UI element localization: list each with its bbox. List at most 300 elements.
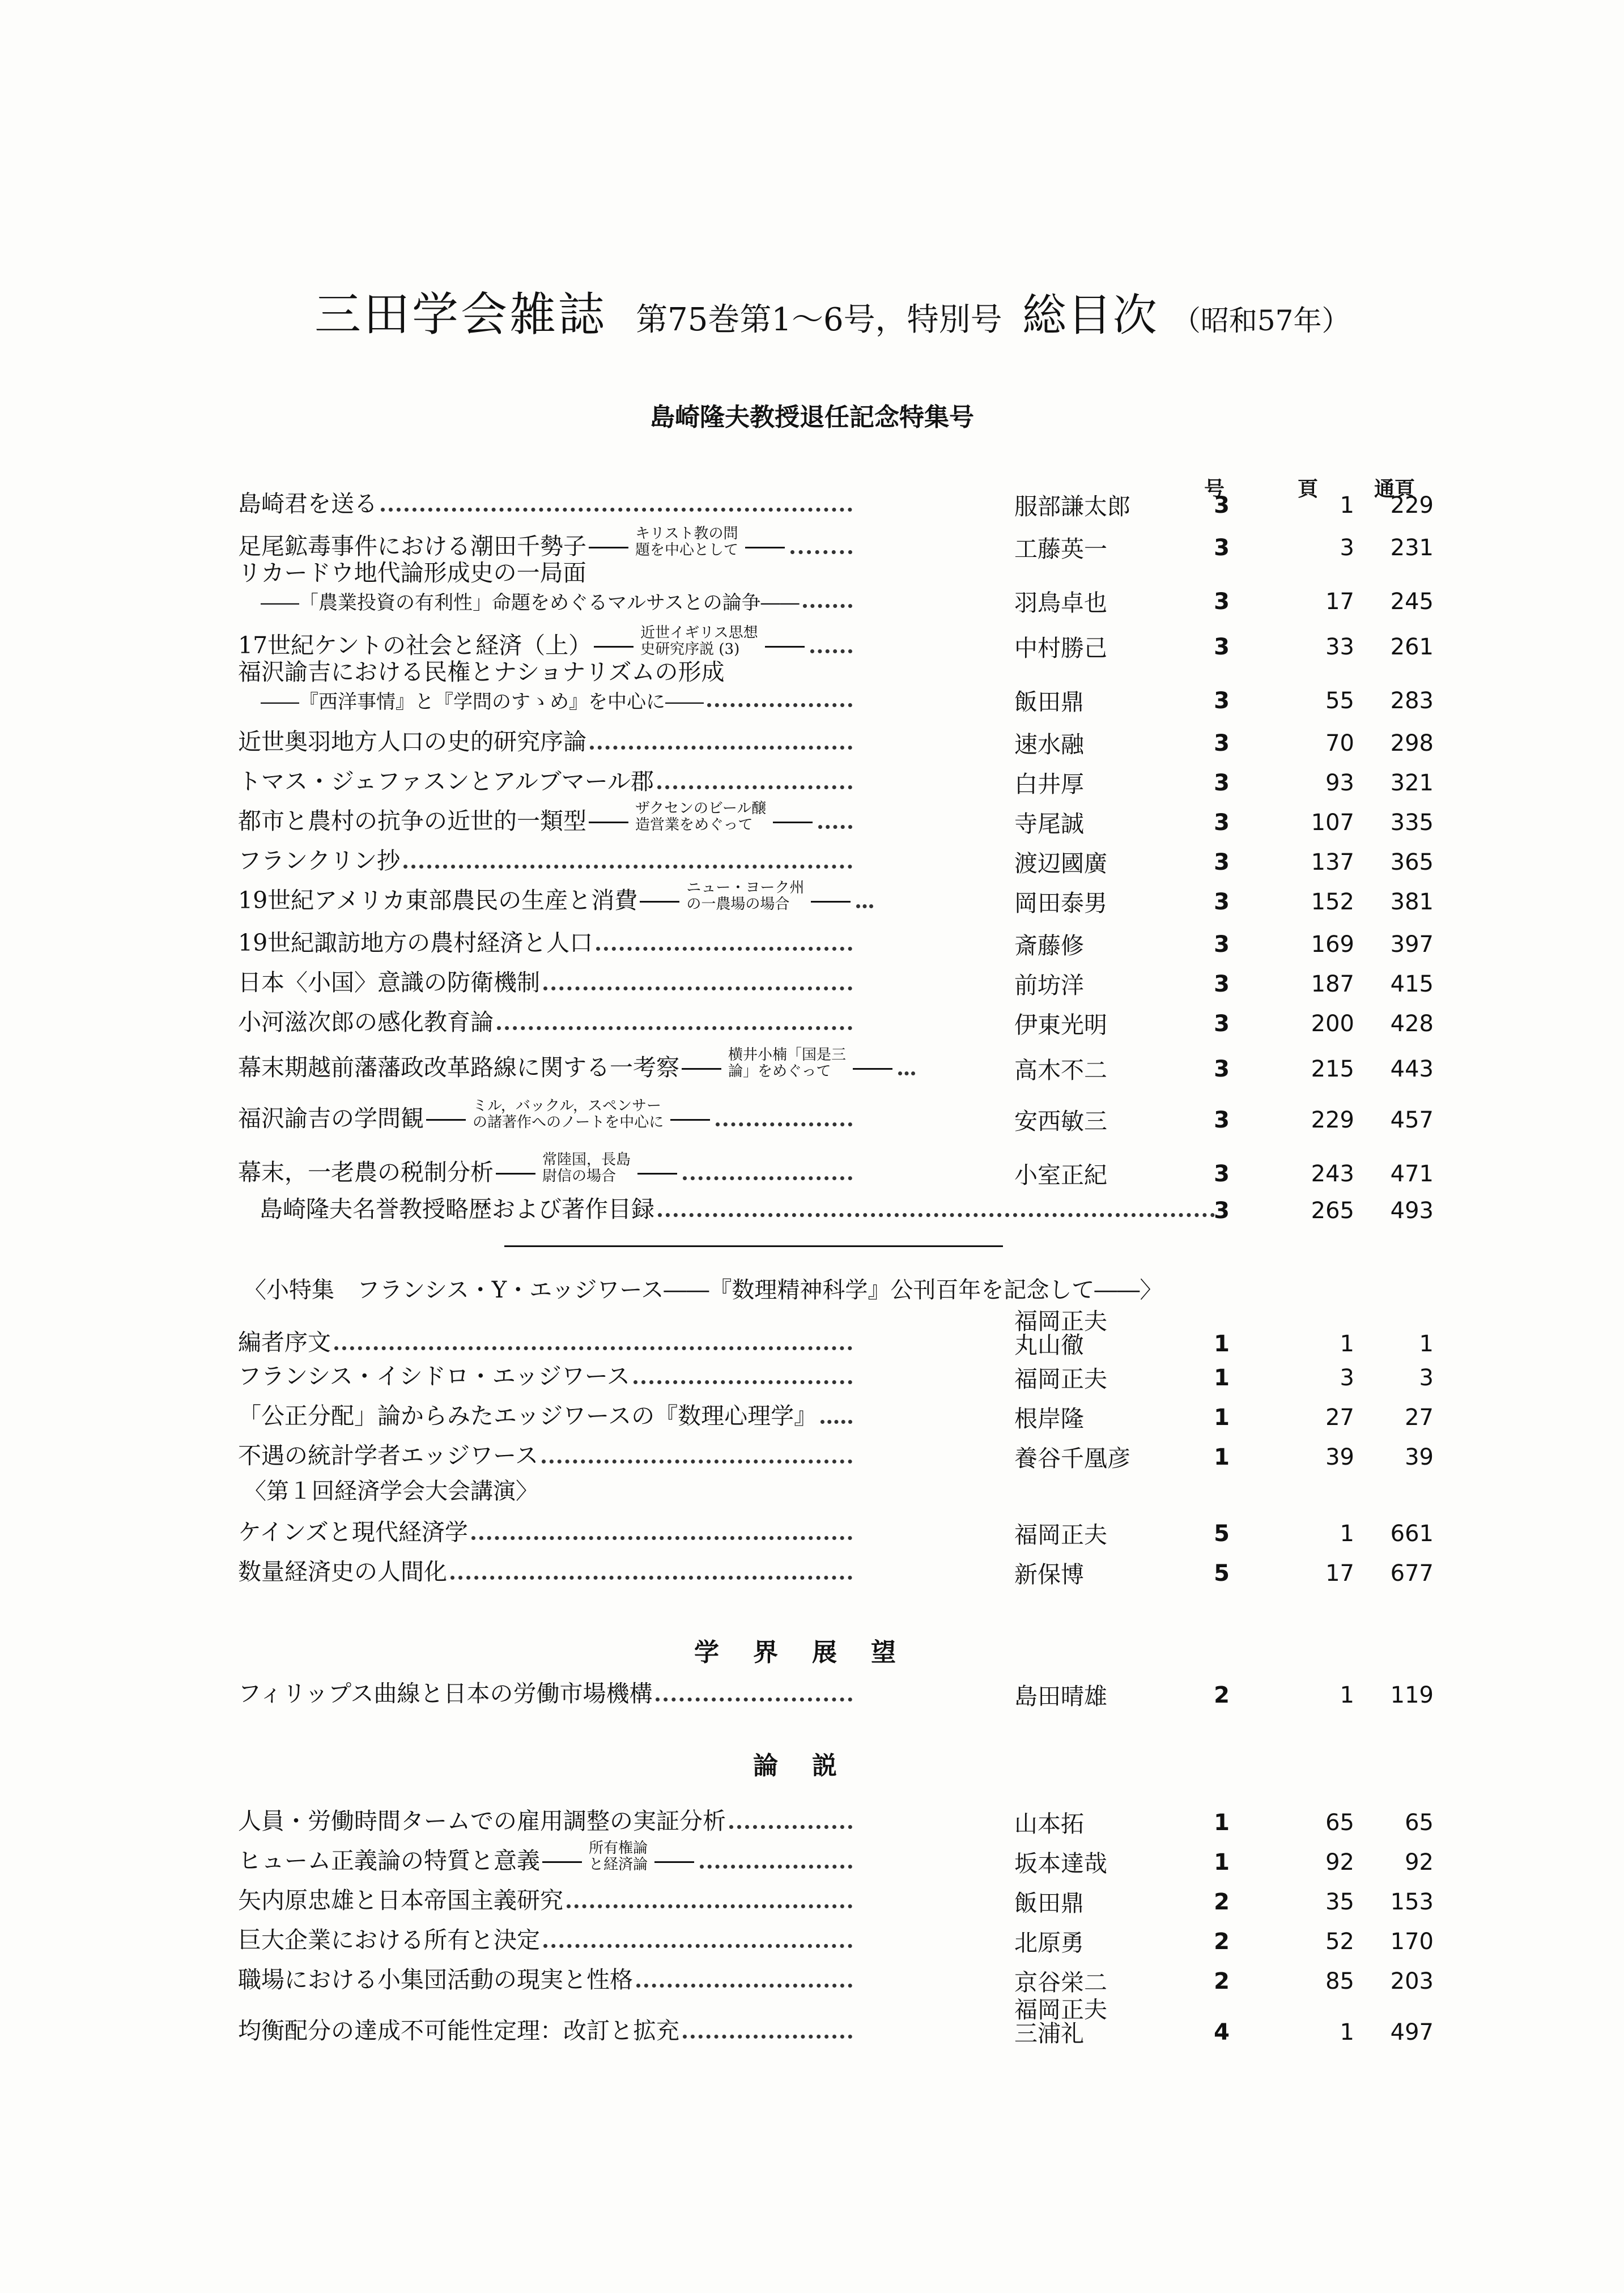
author-name: 服部謙太郎 [1014, 493, 1130, 520]
issue-number: 3 [1214, 535, 1230, 561]
toc-entry [238, 881, 1434, 921]
page-number: 93 [1325, 770, 1354, 796]
entry-title-text: 島崎隆夫名誉教授略歴および著作目録 [260, 1196, 654, 1223]
toc-entry [238, 1099, 1434, 1139]
cumulative-page: 677 [1390, 1560, 1434, 1586]
toc-entry [238, 1881, 1434, 1921]
toc-entry [238, 1397, 1434, 1436]
entry-author [1014, 1971, 1139, 1994]
author-name: 飯田鼎 [1014, 688, 1084, 716]
entry-title-text: 幕末期越前藩藩政改革路線に関する一考察 [238, 1054, 679, 1081]
issue-number: 1 [1214, 1365, 1230, 1391]
leader-dots [856, 904, 873, 908]
entry-author [1014, 1852, 1139, 1875]
issue-number: 3 [1214, 971, 1230, 997]
toc-entry [238, 841, 1434, 881]
em-dash [637, 1173, 677, 1175]
page-number: 1 [1340, 1682, 1354, 1708]
cumulative-page: 415 [1390, 971, 1434, 997]
subtitle-line: の諸著作へのノートを中心に [473, 1114, 664, 1131]
issue-number: 1 [1214, 1810, 1230, 1836]
entry-title-text: 幕末，一老農の税制分析 [238, 1159, 494, 1186]
leader-dots [403, 865, 852, 869]
author-name: 新保博 [1014, 1561, 1084, 1588]
author-name: 白井厚 [1014, 771, 1084, 798]
entry-title-text: 巨大企業における所有と決定 [238, 1926, 540, 1954]
leader-dots [790, 550, 852, 554]
special-issue-heading: 島崎隆夫教授退任記念特集号 [650, 403, 974, 432]
entry-title [238, 763, 856, 796]
author-name: 丸山徹 [1014, 1331, 1084, 1359]
entry-author [1014, 772, 1139, 796]
author-name: 渡辺國廣 [1014, 850, 1107, 877]
leader-dots [810, 649, 852, 653]
page-header [314, 278, 1350, 344]
entry-title-text: フランシス・イシドロ・エッジワース [238, 1363, 630, 1390]
entry-title [238, 1358, 856, 1391]
cumulative-page: 39 [1405, 1444, 1434, 1470]
leader-dots [683, 2035, 852, 2039]
entry-title [238, 801, 856, 836]
issue-number: 3 [1214, 730, 1230, 756]
leader-dots [567, 1904, 852, 1908]
entry-title-text: 数量経済史の人間化 [238, 1558, 447, 1585]
leader-dots [634, 1380, 852, 1384]
leader-dots [543, 1944, 852, 1948]
page-number: 200 [1311, 1011, 1354, 1037]
author-name: 福岡正夫 [1014, 1365, 1107, 1393]
entry-author [1014, 591, 1139, 615]
author-name: 工藤英一 [1014, 535, 1107, 563]
entry-title [238, 2012, 856, 2045]
em-dash [765, 646, 805, 648]
entry-title-text: トマス・ジェファスンとアルブマール郡 [238, 768, 654, 795]
entry-title-text: 職場における小集団活動の現実と性格 [238, 1966, 633, 1993]
page-number: 137 [1311, 849, 1354, 875]
page-number: 27 [1325, 1405, 1354, 1431]
entry-title [238, 1513, 856, 1547]
entry-title [238, 924, 856, 958]
subtitle-line: 尉信の場合 [542, 1168, 617, 1185]
page-number: 1 [1340, 2019, 1354, 2045]
entry-subtitle-text: ――「農業投資の有利性」命題をめぐるマルサスとの論争―― [261, 592, 800, 614]
toc-entry [238, 484, 1434, 524]
page-number: 187 [1311, 971, 1354, 997]
entry-subtitle [686, 880, 804, 913]
toc-heading: 総目次 [1022, 290, 1158, 341]
entry-title [238, 1802, 856, 1836]
toc-entry [238, 1003, 1434, 1043]
issue-number: 2 [1214, 1929, 1230, 1955]
page-number: 65 [1325, 1810, 1354, 1836]
journal-title: 三田学会雑誌 [314, 288, 607, 342]
cumulative-page: 92 [1405, 1849, 1434, 1875]
toc-entry [238, 1552, 1434, 1592]
page-number: 70 [1325, 730, 1354, 756]
entry-author [1014, 1684, 1139, 1708]
cumulative-page: 661 [1390, 1521, 1434, 1547]
toc-entry [238, 1996, 1434, 2051]
toc-entry [238, 1436, 1434, 1476]
leader-dots [381, 508, 852, 512]
page-number: 3 [1340, 1365, 1354, 1391]
author-name: 福岡正夫 [1014, 1308, 1107, 1335]
leader-dots [729, 1825, 852, 1829]
col-head-cumulative: 通頁 [1374, 478, 1415, 501]
leader-dots [542, 1460, 852, 1464]
cumulative-page: 471 [1390, 1161, 1434, 1187]
toc-entry [238, 802, 1434, 841]
author-name: 島田晴雄 [1014, 1683, 1107, 1710]
entry-title [238, 1003, 856, 1037]
entry-author [1014, 636, 1139, 660]
author-name: 速水融 [1014, 731, 1084, 758]
essays-heading: 論説 [753, 1751, 871, 1780]
issue-number: 1 [1214, 1444, 1230, 1470]
cumulative-page: 153 [1390, 1889, 1434, 1915]
entry-subtitle [635, 801, 766, 833]
issue-number: 3 [1214, 1107, 1230, 1133]
entry-title-text: 均衡配分の達成不可能性定理：改訂と拡充 [238, 2017, 679, 2044]
entry-author [1014, 1109, 1139, 1133]
issue-number: 3 [1214, 770, 1230, 796]
entry-author [1014, 1309, 1139, 1357]
page-number: 3 [1340, 535, 1354, 561]
entry-author [1014, 812, 1139, 836]
lecture-heading: 〈第１回経済学会大会講演〉 [244, 1478, 538, 1504]
leader-dots [471, 1536, 852, 1540]
em-dash [426, 1119, 466, 1121]
entry-title-text: ケインズと現代経済学 [238, 1518, 468, 1546]
entry-title [238, 485, 856, 518]
toc-entry [238, 1357, 1434, 1397]
entry-author [1014, 1163, 1139, 1187]
leader-dots [818, 825, 852, 829]
subtitle-line: 近世イギリス思想 [640, 624, 758, 641]
entry-author [1014, 1367, 1139, 1391]
leader-dots [898, 1071, 915, 1075]
toc-entry [238, 963, 1434, 1003]
issue-number: 2 [1214, 1968, 1230, 1994]
page-number: 92 [1325, 1849, 1354, 1875]
entry-author [1014, 1891, 1139, 1915]
author-name: 山本拓 [1014, 1810, 1084, 1837]
page-number: 39 [1325, 1444, 1354, 1470]
entry-title-text: 小河滋次郎の感化教育論 [238, 1009, 494, 1036]
col-head-issue: 号 [1204, 478, 1225, 501]
entry-title-text: 不遇の統計学者エッジワース [238, 1442, 539, 1469]
entry-title-text: 足尾鉱毒事件における潮田千勢子 [238, 533, 586, 560]
author-name: 養谷千凰彦 [1014, 1445, 1130, 1472]
cumulative-page: 119 [1390, 1682, 1434, 1708]
issue-number: 1 [1214, 1405, 1230, 1431]
toc-entry [238, 722, 1434, 762]
author-name: 羽鳥卓也 [1014, 589, 1107, 616]
cumulative-page: 365 [1390, 849, 1434, 875]
entry-title-text: 19世紀アメリカ東部農民の生産と消費 [238, 887, 638, 914]
page-number: 1 [1340, 1331, 1354, 1357]
entry-author [1014, 1812, 1139, 1836]
page-number: 152 [1311, 889, 1354, 915]
era-year: （昭和57年） [1172, 304, 1350, 337]
leader-dots [636, 1984, 852, 1988]
entry-subtitle [542, 1152, 631, 1185]
entry-title [238, 1961, 856, 1994]
entry-title [238, 1675, 856, 1708]
page-number: 1 [1340, 1521, 1354, 1547]
entry-title [238, 1098, 856, 1133]
entry-title-text: 「公正分配」論からみたエッジワースの『数理心理学』 [238, 1402, 818, 1430]
toc-entry [238, 924, 1434, 963]
em-dash [853, 1068, 892, 1070]
em-dash [640, 901, 679, 903]
entry-author [1014, 1563, 1139, 1586]
author-name: 福岡正夫 [1014, 1521, 1107, 1548]
author-name: 斎藤修 [1014, 932, 1084, 959]
author-name: 小室正紀 [1014, 1162, 1107, 1189]
entry-title-text: フランクリン抄 [238, 847, 401, 874]
issue-number: 2 [1214, 1889, 1230, 1915]
subtitle-line: ミル，バックル，スペンサー [473, 1097, 662, 1114]
entry-author [1014, 1447, 1139, 1470]
leader-dots [658, 1213, 1215, 1217]
entry-title [238, 1553, 856, 1586]
entry-title-text: 矢内原忠雄と日本帝国主義研究 [238, 1887, 563, 1914]
entry-title-text: 福沢諭吉の学問観 [238, 1105, 424, 1132]
issue-number: 1 [1214, 1849, 1230, 1875]
em-dash [589, 547, 628, 548]
cumulative-page: 203 [1390, 1968, 1434, 1994]
author-name: 福岡正夫 [1014, 1996, 1107, 2023]
entry-title-text: ヒューム正義論の特質と意義 [238, 1847, 540, 1874]
issue-number: 3 [1214, 849, 1230, 875]
entry-title-text: 19世紀諏訪地方の農村経済と人口 [238, 929, 593, 956]
entry-title-text: 福沢諭吉における民権とナショナリズムの形成 [238, 658, 725, 686]
issue-number: 1 [1214, 1331, 1230, 1357]
subtitle-line: キリスト教の問 [635, 525, 738, 542]
page-number: 1 [1340, 492, 1354, 518]
leader-dots [700, 1865, 852, 1869]
subtitle-line: 論」をめぐって [728, 1063, 831, 1080]
cumulative-page: 245 [1390, 589, 1434, 615]
subtitle-line: 横井小楠「国是三 [728, 1046, 847, 1063]
page-number: 215 [1311, 1056, 1354, 1082]
issue-number: 3 [1214, 492, 1230, 518]
entry-subtitle [473, 1098, 664, 1131]
entry-author [1014, 1931, 1139, 1955]
entry-title [238, 1921, 856, 1955]
outlook-heading: 学界展望 [694, 1638, 930, 1667]
entry-subtitle [589, 1840, 648, 1873]
issue-number: 3 [1214, 688, 1230, 714]
toc-entry [238, 762, 1434, 802]
em-dash [589, 822, 628, 823]
subtitle-line: 造営業をめぐって [635, 816, 753, 833]
cumulative-page: 298 [1390, 730, 1434, 756]
entry-title-text: フィリップス曲線と日本の労働市場機構 [238, 1680, 653, 1707]
em-dash [682, 1068, 721, 1070]
entry-title-text: 編者序文 [238, 1329, 331, 1356]
issue-number: 3 [1214, 1161, 1230, 1187]
page-number: 17 [1325, 589, 1354, 615]
cumulative-page: 1 [1419, 1331, 1434, 1357]
entry-title [238, 1397, 856, 1431]
leader-dots [334, 1346, 852, 1350]
entry-author [1014, 1013, 1139, 1037]
cumulative-page: 443 [1390, 1056, 1434, 1082]
cumulative-page: 65 [1405, 1810, 1434, 1836]
leader-dots [596, 947, 852, 951]
entry-title [238, 964, 856, 997]
entry-author [1014, 1523, 1139, 1547]
cumulative-page: 335 [1390, 810, 1434, 836]
cumulative-page: 27 [1405, 1405, 1434, 1431]
entry-title [238, 880, 856, 915]
issue-number: 3 [1214, 810, 1230, 836]
cumulative-page: 231 [1390, 535, 1434, 561]
leader-dots [803, 604, 852, 608]
subtitle-line: ニュー・ヨーク州 [686, 879, 805, 896]
section-divider [504, 1245, 1003, 1247]
subtitle-line: 題を中心として [635, 542, 739, 559]
subtitle-line: 史研究序説 (3) [640, 641, 740, 658]
toc-entry [238, 559, 1434, 620]
leader-dots [497, 1026, 852, 1030]
entry-title-text: 日本〈小国〉意識の防衛機制 [238, 969, 540, 996]
cumulative-page: 170 [1390, 1929, 1434, 1955]
toc-entry [238, 1674, 1434, 1714]
author-name: 高木不二 [1014, 1057, 1107, 1084]
issue-number: 3 [1214, 1011, 1230, 1037]
author-name: 根岸隆 [1014, 1405, 1084, 1432]
author-name: 岡田泰男 [1014, 890, 1107, 917]
leader-dots [716, 1122, 852, 1126]
page-number: 35 [1325, 1889, 1354, 1915]
entry-author [1014, 537, 1139, 561]
page-number: 33 [1325, 634, 1354, 660]
entry-author [1014, 973, 1139, 997]
page-number: 229 [1311, 1107, 1354, 1133]
cumulative-page: 261 [1390, 634, 1434, 660]
toc-entry [238, 1841, 1434, 1881]
em-dash [542, 1861, 582, 1863]
entry-title [238, 1152, 856, 1187]
author-name: 中村勝己 [1014, 635, 1107, 662]
author-name: 寺尾誠 [1014, 810, 1084, 837]
cumulative-page: 229 [1390, 492, 1434, 518]
leader-dots [543, 986, 852, 990]
issue-number: 5 [1214, 1560, 1230, 1586]
page-number: 243 [1311, 1161, 1354, 1187]
leader-dots [450, 1576, 852, 1580]
cumulative-page: 428 [1390, 1011, 1434, 1037]
subtitle-line: 常陸国，長島 [542, 1151, 631, 1168]
entry-title [238, 653, 856, 687]
author-name: 北原勇 [1014, 1929, 1084, 1956]
entry-title-text: 都市と農村の抗争の近世的一類型 [238, 807, 586, 835]
author-name: 京谷栄二 [1014, 1969, 1107, 1996]
page-number: 107 [1311, 810, 1354, 836]
entry-subtitle [261, 587, 856, 615]
author-name: 坂本達哉 [1014, 1850, 1107, 1877]
leader-dots [820, 1420, 852, 1424]
entry-title [238, 1047, 856, 1082]
entry-title-text: リカードウ地代論形成史の一局面 [238, 559, 586, 586]
subtitle-line: 所有権論 [589, 1840, 648, 1857]
subtitle-line: の一農場の場合 [686, 896, 790, 913]
entry-title-text: 17世紀ケントの社会と経済（上） [238, 632, 592, 659]
toc-entry [238, 1921, 1434, 1960]
issue-number: 3 [1214, 1056, 1230, 1082]
volume-info: 第75巻第1～6号，特別号 [636, 301, 1002, 338]
issue-number: 3 [1214, 589, 1230, 615]
author-name: 安西敏三 [1014, 1108, 1107, 1135]
page-number: 85 [1325, 1968, 1354, 1994]
em-dash [811, 901, 851, 903]
toc-entry [238, 1190, 1434, 1230]
em-dash [594, 646, 634, 648]
cumulative-page: 397 [1390, 931, 1434, 958]
entry-subtitle [728, 1047, 846, 1080]
entry-title [238, 842, 856, 875]
entry-title [238, 1840, 856, 1875]
page-number: 169 [1311, 931, 1354, 958]
em-dash [773, 822, 813, 823]
toc-entry [238, 1802, 1434, 1841]
entry-author [1014, 852, 1139, 875]
issue-number: 4 [1214, 2019, 1230, 2045]
cumulative-page: 321 [1390, 770, 1434, 796]
leader-dots [707, 703, 852, 707]
entry-subtitle-text: ――『西洋事情』と『学問のすゝめ』を中心に―― [261, 691, 704, 713]
entry-subtitle [261, 686, 856, 714]
col-head-page: 頁 [1298, 478, 1319, 501]
em-dash [496, 1173, 535, 1175]
entry-author [1014, 891, 1139, 915]
entry-author [1014, 934, 1139, 958]
page-number: 52 [1325, 1929, 1354, 1955]
subtitle-line: と経済論 [589, 1856, 648, 1873]
entry-author [1014, 495, 1139, 518]
entry-title [260, 1190, 1218, 1224]
leader-dots [683, 1176, 852, 1180]
entry-author [1014, 733, 1139, 756]
issue-number: 3 [1214, 634, 1230, 660]
entry-author [1014, 1058, 1139, 1082]
toc-entry [238, 658, 1434, 720]
issue-number: 5 [1214, 1521, 1230, 1547]
cumulative-page: 283 [1390, 688, 1434, 714]
em-dash [670, 1119, 710, 1121]
entry-title [238, 1324, 856, 1357]
cumulative-page: 497 [1390, 2019, 1434, 2045]
entry-title [238, 1437, 856, 1470]
entry-title [238, 1882, 856, 1915]
issue-number: 3 [1214, 889, 1230, 915]
entry-title-text: 人員・労働時間タームでの雇用調整の実証分析 [238, 1807, 726, 1835]
small-feature-heading: 〈小特集 フランシス・Y・エッジワース――『数理精神科学』公刊百年を記念して――〉 [244, 1277, 1163, 1303]
issue-number: 2 [1214, 1682, 1230, 1708]
entry-author [1014, 1407, 1139, 1431]
author-name: 前坊洋 [1014, 972, 1084, 999]
issue-number: 3 [1214, 1198, 1230, 1224]
entry-title [238, 554, 856, 588]
page-number: 265 [1311, 1198, 1354, 1224]
entry-title [238, 723, 856, 756]
entry-title-text: 近世奥羽地方人口の史的研究序論 [238, 728, 586, 755]
subtitle-line: ザクセンのビール醸 [635, 800, 767, 817]
author-name: 飯田鼎 [1014, 1890, 1084, 1917]
